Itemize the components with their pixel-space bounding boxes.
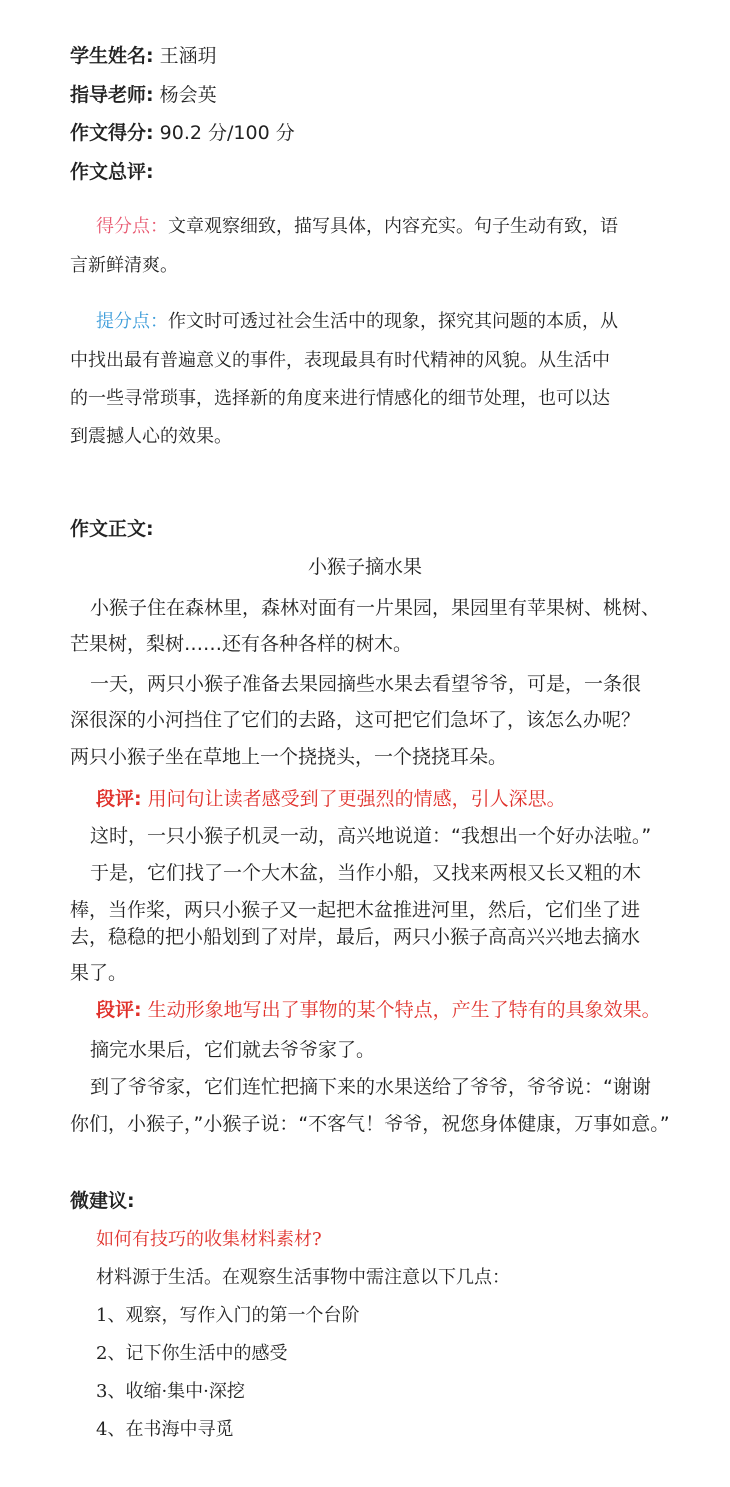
essay-paragraph-6-line-1: 到了爷爷家，它们连忙把摘下来的水果送给了爷爷，爷爷说：“谢谢 — [90, 1076, 651, 1098]
improve-points-text: 作文时可透过社会生活中的现象，探究其问题的本质，从 — [168, 311, 618, 332]
essay-paragraph-4-line-4: 果了。 — [70, 962, 128, 984]
paragraph-comment-2-text: 生动形象地写出了事物的某个特点，产生了特有的具象效果。 — [147, 999, 661, 1021]
overall-review-label: 作文总评: — [70, 161, 154, 183]
improve-points-label: 提分点： — [96, 311, 168, 332]
essay-title: 小猴子摘水果 — [307, 556, 422, 578]
essay-paragraph-2-line-2: 深很深的小河挡住了它们的去路，这可把它们急坏了，该怎么办呢？ — [70, 709, 641, 731]
score-points-text-2: 言新鲜清爽。 — [70, 255, 178, 276]
advice-question: 如何有技巧的收集材料素材? — [96, 1229, 322, 1250]
teacher-name-row — [70, 83, 217, 107]
advice-intro: 材料源于生活。在观察生活事物中需注意以下几点： — [96, 1267, 510, 1288]
improve-points-text-4: 到震撼人心的效果。 — [70, 426, 232, 447]
score-points-label: 得分点： — [96, 216, 168, 237]
score-row — [70, 121, 295, 145]
improve-points-text-2: 中找出最有普遍意义的事件，表现最具有时代精神的风貌。从生活中 — [70, 350, 610, 371]
score-value: 90.2 分/100 分 — [159, 122, 295, 144]
teacher-name-value: 杨会英 — [159, 84, 217, 106]
essay-paragraph-3-line-1: 这时，一只小猴子机灵一动，高兴地说道：“我想出一个好办法啦。” — [90, 825, 652, 847]
essay-paragraph-2-line-3: 两只小猴子坐在草地上一个挠挠头，一个挠挠耳朵。 — [70, 746, 508, 768]
essay-paragraph-6-line-2: 你们，小猴子，”小猴子说：“不客气！爷爷，祝您身体健康，万事如意。” — [70, 1113, 670, 1135]
score-points-line — [96, 215, 618, 239]
paragraph-comment-2-label: 段评: — [96, 999, 142, 1021]
essay-paragraph-5-line-1: 摘完水果后，它们就去爷爷家了。 — [90, 1039, 376, 1061]
student-name-label: 学生姓名: — [70, 45, 154, 67]
paragraph-comment-1-label: 段评: — [96, 788, 142, 810]
essay-paragraph-2-line-1: 一天，两只小猴子准备去果园摘些水果去看望爷爷，可是，一条很 — [90, 673, 642, 695]
advice-item: 3、收缩·集中·深挖 — [96, 1381, 245, 1402]
essay-paragraph-4-line-1: 于是，它们找了一个大木盆，当作小船，又找来两根又长又粗的木 — [90, 862, 642, 884]
score-label: 作文得分: — [70, 122, 154, 144]
advice-item: 4、在书海中寻觅 — [96, 1419, 234, 1440]
essay-paragraph-4-line-2: 棒，当作桨，两只小猴子又一起把木盆推进河里，然后，它们坐了进 — [70, 899, 641, 921]
essay-paragraph-4-line-3: 去，稳稳的把小船划到了对岸，最后，两只小猴子高高兴兴地去摘水 — [70, 926, 641, 948]
advice-section-label: 微建议: — [70, 1190, 135, 1212]
essay-paragraph-1-line-2: 芒果树，梨树……还有各种各样的树木。 — [70, 633, 413, 655]
score-points-text: 文章观察细致，描写具体，内容充实。句子生动有致，语 — [168, 216, 618, 237]
advice-item: 1、观察，写作入门的第一个台阶 — [96, 1305, 360, 1326]
student-name-value: 王涵玥 — [159, 45, 217, 67]
improve-points-line — [96, 310, 618, 334]
essay-section-label: 作文正文: — [70, 518, 154, 540]
student-name-row — [70, 44, 217, 68]
improve-points-text-3: 的一些寻常琐事，选择新的角度来进行情感化的细节处理，也可以达 — [70, 388, 610, 409]
teacher-name-label: 指导老师: — [70, 84, 154, 106]
advice-item: 2、记下你生活中的感受 — [96, 1343, 288, 1364]
essay-paragraph-1-line-1: 小猴子住在森林里，森林对面有一片果园，果园里有苹果树、桃树、 — [90, 597, 661, 619]
paragraph-comment-1-text: 用问句让读者感受到了更强烈的情感，引人深思。 — [147, 788, 566, 810]
paragraph-comment-1 — [96, 787, 566, 811]
paragraph-comment-2 — [96, 998, 661, 1022]
